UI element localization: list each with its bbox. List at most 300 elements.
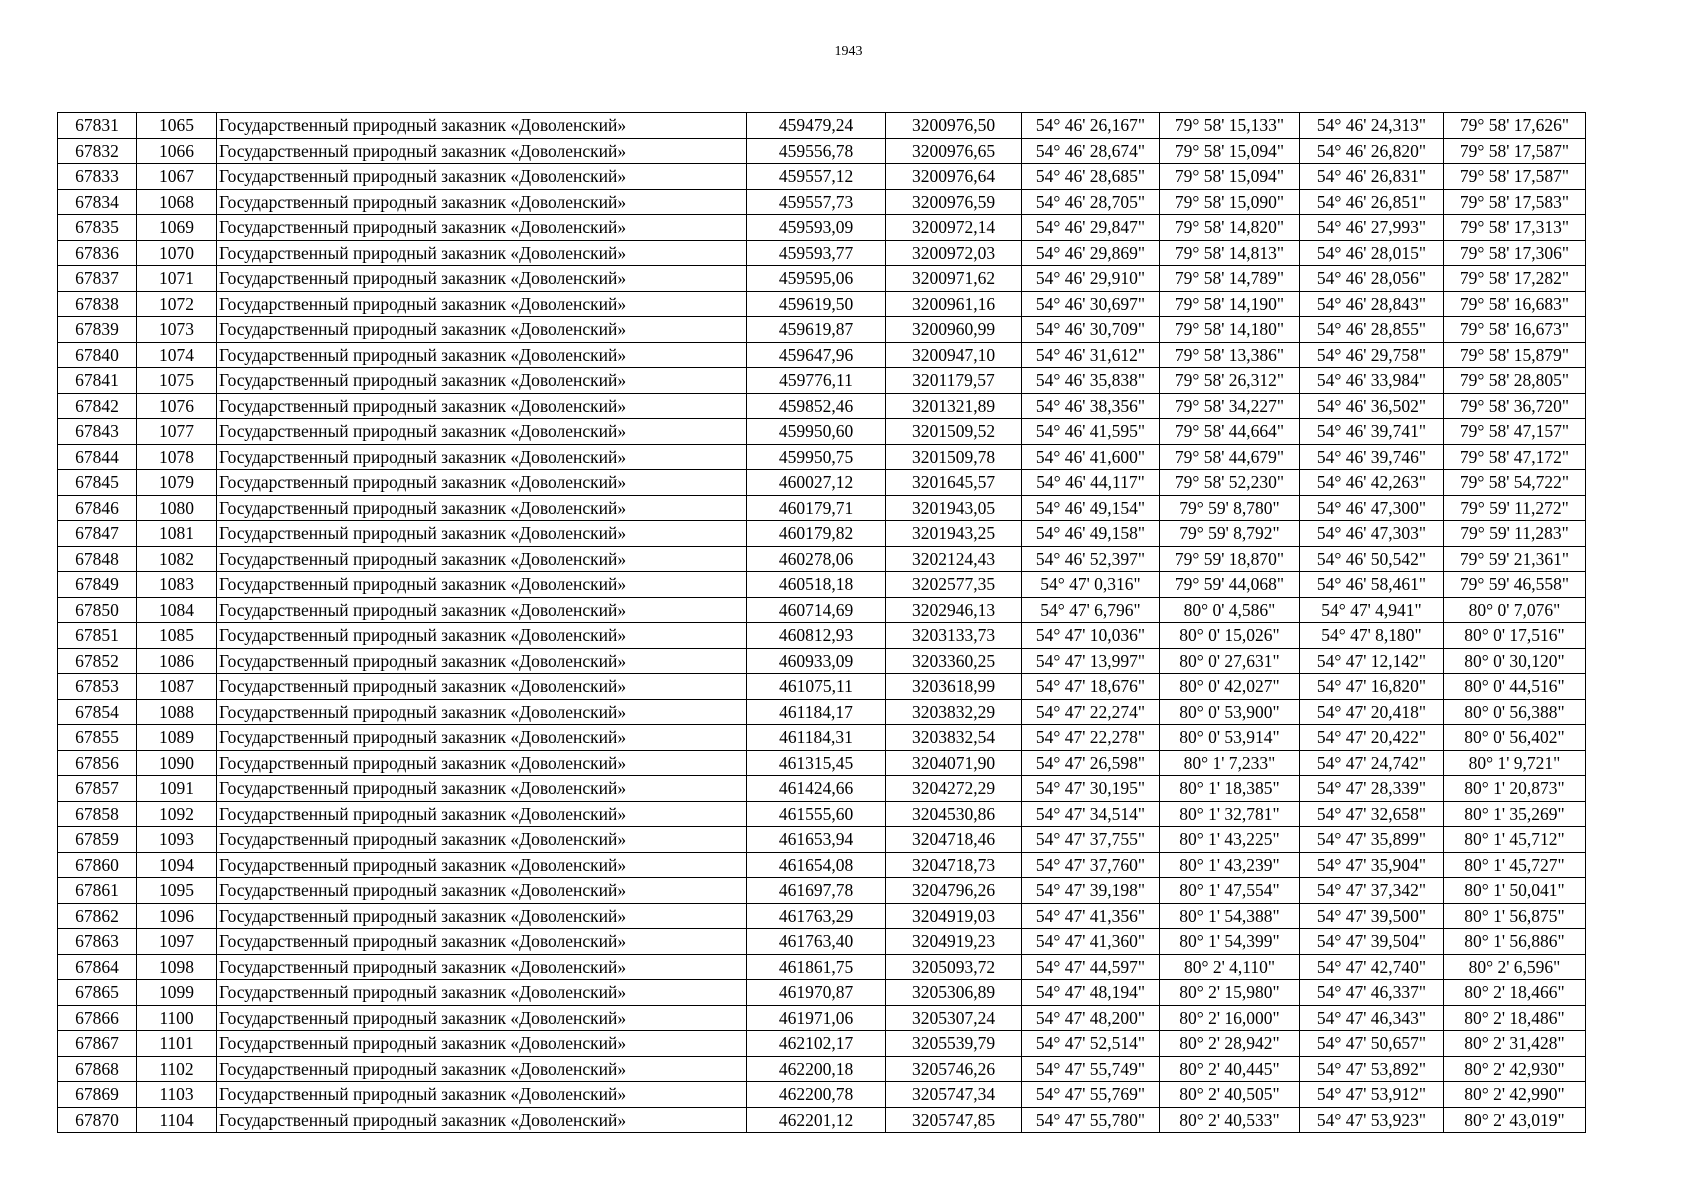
longitude-2-cell: 79° 58' 17,587" <box>1444 138 1586 164</box>
table-row <box>58 699 1586 725</box>
x-coordinate-cell: 462200,78 <box>747 1082 886 1108</box>
reserve-name-cell: Государственный природный заказник «Доволенский» <box>217 521 747 547</box>
longitude-cell: 80° 0' 53,914" <box>1160 725 1300 751</box>
point-number-cell: 1078 <box>137 444 217 470</box>
latitude-cell: 54° 47' 18,676" <box>1022 674 1160 700</box>
point-number-cell: 1071 <box>137 266 217 292</box>
y-coordinate-cell: 3201509,52 <box>886 419 1022 445</box>
latitude-cell: 54° 46' 31,612" <box>1022 342 1160 368</box>
x-coordinate-cell: 459852,46 <box>747 393 886 419</box>
longitude-2-cell: 79° 59' 11,272" <box>1444 495 1586 521</box>
latitude-2-cell: 54° 47' 39,500" <box>1300 903 1444 929</box>
latitude-2-cell: 54° 46' 27,993" <box>1300 215 1444 241</box>
row-id-cell: 67850 <box>58 597 137 623</box>
longitude-cell: 80° 1' 32,781" <box>1160 801 1300 827</box>
x-coordinate-cell: 461763,40 <box>747 929 886 955</box>
longitude-cell: 79° 58' 13,386" <box>1160 342 1300 368</box>
longitude-cell: 79° 58' 14,789" <box>1160 266 1300 292</box>
latitude-2-cell: 54° 47' 4,941" <box>1300 597 1444 623</box>
point-number-cell: 1089 <box>137 725 217 751</box>
table-row <box>58 189 1586 215</box>
row-id-cell: 67847 <box>58 521 137 547</box>
point-number-cell: 1077 <box>137 419 217 445</box>
longitude-cell: 80° 1' 54,388" <box>1160 903 1300 929</box>
row-id-cell: 67849 <box>58 572 137 598</box>
point-number-cell: 1070 <box>137 240 217 266</box>
longitude-cell: 79° 59' 44,068" <box>1160 572 1300 598</box>
latitude-cell: 54° 47' 39,198" <box>1022 878 1160 904</box>
latitude-2-cell: 54° 46' 24,313" <box>1300 113 1444 139</box>
latitude-cell: 54° 47' 22,278" <box>1022 725 1160 751</box>
x-coordinate-cell: 459619,50 <box>747 291 886 317</box>
y-coordinate-cell: 3201179,57 <box>886 368 1022 394</box>
x-coordinate-cell: 459619,87 <box>747 317 886 343</box>
latitude-2-cell: 54° 47' 35,899" <box>1300 827 1444 853</box>
longitude-cell: 80° 2' 15,980" <box>1160 980 1300 1006</box>
y-coordinate-cell: 3200947,10 <box>886 342 1022 368</box>
latitude-cell: 54° 47' 13,997" <box>1022 648 1160 674</box>
reserve-name-cell: Государственный природный заказник «Доволенский» <box>217 725 747 751</box>
row-id-cell: 67851 <box>58 623 137 649</box>
latitude-2-cell: 54° 46' 28,843" <box>1300 291 1444 317</box>
latitude-2-cell: 54° 47' 8,180" <box>1300 623 1444 649</box>
table-row <box>58 597 1586 623</box>
table-row <box>58 572 1586 598</box>
point-number-cell: 1098 <box>137 954 217 980</box>
x-coordinate-cell: 461075,11 <box>747 674 886 700</box>
table-row <box>58 1056 1586 1082</box>
x-coordinate-cell: 460812,93 <box>747 623 886 649</box>
x-coordinate-cell: 462102,17 <box>747 1031 886 1057</box>
table-row <box>58 1082 1586 1108</box>
latitude-cell: 54° 47' 34,514" <box>1022 801 1160 827</box>
longitude-cell: 80° 2' 4,110" <box>1160 954 1300 980</box>
y-coordinate-cell: 3200976,65 <box>886 138 1022 164</box>
x-coordinate-cell: 459776,11 <box>747 368 886 394</box>
x-coordinate-cell: 459595,06 <box>747 266 886 292</box>
point-number-cell: 1094 <box>137 852 217 878</box>
longitude-cell: 80° 2' 28,942" <box>1160 1031 1300 1057</box>
latitude-2-cell: 54° 47' 50,657" <box>1300 1031 1444 1057</box>
point-number-cell: 1068 <box>137 189 217 215</box>
latitude-2-cell: 54° 47' 39,504" <box>1300 929 1444 955</box>
longitude-2-cell: 79° 58' 54,722" <box>1444 470 1586 496</box>
longitude-2-cell: 79° 58' 17,306" <box>1444 240 1586 266</box>
x-coordinate-cell: 460027,12 <box>747 470 886 496</box>
x-coordinate-cell: 459479,24 <box>747 113 886 139</box>
reserve-name-cell: Государственный природный заказник «Доволенский» <box>217 419 747 445</box>
table-row <box>58 495 1586 521</box>
row-id-cell: 67861 <box>58 878 137 904</box>
reserve-name-cell: Государственный природный заказник «Доволенский» <box>217 878 747 904</box>
table-row <box>58 317 1586 343</box>
latitude-2-cell: 54° 47' 20,418" <box>1300 699 1444 725</box>
latitude-2-cell: 54° 47' 42,740" <box>1300 954 1444 980</box>
table-row <box>58 215 1586 241</box>
longitude-cell: 79° 58' 15,094" <box>1160 164 1300 190</box>
y-coordinate-cell: 3205747,85 <box>886 1107 1022 1133</box>
latitude-2-cell: 54° 47' 37,342" <box>1300 878 1444 904</box>
longitude-2-cell: 79° 58' 17,587" <box>1444 164 1586 190</box>
x-coordinate-cell: 461184,17 <box>747 699 886 725</box>
latitude-cell: 54° 46' 30,697" <box>1022 291 1160 317</box>
point-number-cell: 1069 <box>137 215 217 241</box>
y-coordinate-cell: 3202577,35 <box>886 572 1022 598</box>
longitude-2-cell: 80° 1' 45,727" <box>1444 852 1586 878</box>
reserve-name-cell: Государственный природный заказник «Доволенский» <box>217 317 747 343</box>
longitude-2-cell: 79° 58' 16,673" <box>1444 317 1586 343</box>
longitude-2-cell: 79° 58' 36,720" <box>1444 393 1586 419</box>
table-row <box>58 444 1586 470</box>
latitude-2-cell: 54° 46' 26,851" <box>1300 189 1444 215</box>
latitude-2-cell: 54° 46' 26,831" <box>1300 164 1444 190</box>
reserve-name-cell: Государственный природный заказник «Доволенский» <box>217 852 747 878</box>
table-row <box>58 266 1586 292</box>
longitude-2-cell: 79° 58' 17,282" <box>1444 266 1586 292</box>
reserve-name-cell: Государственный природный заказник «Доволенский» <box>217 1107 747 1133</box>
row-id-cell: 67866 <box>58 1005 137 1031</box>
reserve-name-cell: Государственный природный заказник «Доволенский» <box>217 342 747 368</box>
table-row <box>58 1005 1586 1031</box>
x-coordinate-cell: 461424,66 <box>747 776 886 802</box>
row-id-cell: 67865 <box>58 980 137 1006</box>
row-id-cell: 67844 <box>58 444 137 470</box>
y-coordinate-cell: 3200972,03 <box>886 240 1022 266</box>
latitude-cell: 54° 47' 30,195" <box>1022 776 1160 802</box>
y-coordinate-cell: 3202124,43 <box>886 546 1022 572</box>
longitude-cell: 80° 1' 43,225" <box>1160 827 1300 853</box>
y-coordinate-cell: 3205307,24 <box>886 1005 1022 1031</box>
latitude-2-cell: 54° 47' 46,343" <box>1300 1005 1444 1031</box>
x-coordinate-cell: 461315,45 <box>747 750 886 776</box>
row-id-cell: 67860 <box>58 852 137 878</box>
x-coordinate-cell: 461763,29 <box>747 903 886 929</box>
latitude-2-cell: 54° 46' 36,502" <box>1300 393 1444 419</box>
latitude-cell: 54° 47' 41,356" <box>1022 903 1160 929</box>
reserve-name-cell: Государственный природный заказник «Доволенский» <box>217 291 747 317</box>
reserve-name-cell: Государственный природный заказник «Доволенский» <box>217 1031 747 1057</box>
longitude-cell: 79° 58' 34,227" <box>1160 393 1300 419</box>
row-id-cell: 67839 <box>58 317 137 343</box>
longitude-2-cell: 80° 0' 30,120" <box>1444 648 1586 674</box>
longitude-cell: 79° 58' 15,133" <box>1160 113 1300 139</box>
x-coordinate-cell: 461971,06 <box>747 1005 886 1031</box>
y-coordinate-cell: 3204718,46 <box>886 827 1022 853</box>
longitude-cell: 79° 58' 44,679" <box>1160 444 1300 470</box>
longitude-cell: 79° 59' 8,792" <box>1160 521 1300 547</box>
longitude-2-cell: 79° 59' 11,283" <box>1444 521 1586 547</box>
table-row <box>58 801 1586 827</box>
row-id-cell: 67852 <box>58 648 137 674</box>
point-number-cell: 1075 <box>137 368 217 394</box>
point-number-cell: 1090 <box>137 750 217 776</box>
point-number-cell: 1088 <box>137 699 217 725</box>
latitude-cell: 54° 46' 41,595" <box>1022 419 1160 445</box>
y-coordinate-cell: 3205747,34 <box>886 1082 1022 1108</box>
longitude-2-cell: 79° 58' 16,683" <box>1444 291 1586 317</box>
table-row <box>58 113 1586 139</box>
longitude-cell: 79° 58' 14,190" <box>1160 291 1300 317</box>
row-id-cell: 67833 <box>58 164 137 190</box>
x-coordinate-cell: 459647,96 <box>747 342 886 368</box>
row-id-cell: 67834 <box>58 189 137 215</box>
latitude-2-cell: 54° 47' 32,658" <box>1300 801 1444 827</box>
latitude-2-cell: 54° 46' 58,461" <box>1300 572 1444 598</box>
point-number-cell: 1084 <box>137 597 217 623</box>
reserve-name-cell: Государственный природный заказник «Доволенский» <box>217 674 747 700</box>
row-id-cell: 67854 <box>58 699 137 725</box>
table-row <box>58 368 1586 394</box>
point-number-cell: 1104 <box>137 1107 217 1133</box>
latitude-2-cell: 54° 46' 47,303" <box>1300 521 1444 547</box>
latitude-cell: 54° 46' 28,705" <box>1022 189 1160 215</box>
latitude-2-cell: 54° 47' 53,912" <box>1300 1082 1444 1108</box>
latitude-cell: 54° 46' 29,910" <box>1022 266 1160 292</box>
longitude-cell: 79° 59' 18,870" <box>1160 546 1300 572</box>
point-number-cell: 1091 <box>137 776 217 802</box>
longitude-2-cell: 79° 58' 47,172" <box>1444 444 1586 470</box>
longitude-cell: 79° 58' 44,664" <box>1160 419 1300 445</box>
point-number-cell: 1095 <box>137 878 217 904</box>
table-row <box>58 750 1586 776</box>
reserve-name-cell: Государственный природный заказник «Доволенский» <box>217 750 747 776</box>
row-id-cell: 67868 <box>58 1056 137 1082</box>
x-coordinate-cell: 459593,09 <box>747 215 886 241</box>
row-id-cell: 67870 <box>58 1107 137 1133</box>
point-number-cell: 1097 <box>137 929 217 955</box>
reserve-name-cell: Государственный природный заказник «Доволенский» <box>217 801 747 827</box>
longitude-cell: 79° 58' 15,090" <box>1160 189 1300 215</box>
table-row <box>58 725 1586 751</box>
reserve-name-cell: Государственный природный заказник «Доволенский» <box>217 1005 747 1031</box>
latitude-2-cell: 54° 46' 28,015" <box>1300 240 1444 266</box>
longitude-cell: 79° 58' 26,312" <box>1160 368 1300 394</box>
point-number-cell: 1074 <box>137 342 217 368</box>
longitude-cell: 79° 58' 14,180" <box>1160 317 1300 343</box>
point-number-cell: 1083 <box>137 572 217 598</box>
row-id-cell: 67863 <box>58 929 137 955</box>
row-id-cell: 67858 <box>58 801 137 827</box>
longitude-2-cell: 80° 1' 50,041" <box>1444 878 1586 904</box>
point-number-cell: 1103 <box>137 1082 217 1108</box>
latitude-2-cell: 54° 46' 47,300" <box>1300 495 1444 521</box>
latitude-cell: 54° 47' 0,316" <box>1022 572 1160 598</box>
longitude-cell: 79° 58' 14,820" <box>1160 215 1300 241</box>
longitude-cell: 80° 2' 40,505" <box>1160 1082 1300 1108</box>
x-coordinate-cell: 461555,60 <box>747 801 886 827</box>
reserve-name-cell: Государственный природный заказник «Доволенский» <box>217 929 747 955</box>
row-id-cell: 67864 <box>58 954 137 980</box>
row-id-cell: 67859 <box>58 827 137 853</box>
longitude-cell: 80° 2' 40,445" <box>1160 1056 1300 1082</box>
x-coordinate-cell: 459593,77 <box>747 240 886 266</box>
y-coordinate-cell: 3204919,23 <box>886 929 1022 955</box>
latitude-2-cell: 54° 47' 16,820" <box>1300 674 1444 700</box>
y-coordinate-cell: 3204071,90 <box>886 750 1022 776</box>
longitude-2-cell: 79° 58' 17,583" <box>1444 189 1586 215</box>
latitude-2-cell: 54° 47' 12,142" <box>1300 648 1444 674</box>
latitude-cell: 54° 46' 52,397" <box>1022 546 1160 572</box>
y-coordinate-cell: 3204272,29 <box>886 776 1022 802</box>
longitude-cell: 79° 58' 15,094" <box>1160 138 1300 164</box>
longitude-2-cell: 80° 1' 20,873" <box>1444 776 1586 802</box>
row-id-cell: 67835 <box>58 215 137 241</box>
point-number-cell: 1072 <box>137 291 217 317</box>
latitude-cell: 54° 47' 48,200" <box>1022 1005 1160 1031</box>
y-coordinate-cell: 3204530,86 <box>886 801 1022 827</box>
x-coordinate-cell: 460714,69 <box>747 597 886 623</box>
reserve-name-cell: Государственный природный заказник «Доволенский» <box>217 444 747 470</box>
longitude-2-cell: 80° 2' 31,428" <box>1444 1031 1586 1057</box>
latitude-2-cell: 54° 47' 20,422" <box>1300 725 1444 751</box>
point-number-cell: 1087 <box>137 674 217 700</box>
point-number-cell: 1079 <box>137 470 217 496</box>
latitude-cell: 54° 46' 38,356" <box>1022 393 1160 419</box>
latitude-2-cell: 54° 47' 46,337" <box>1300 980 1444 1006</box>
y-coordinate-cell: 3201943,25 <box>886 521 1022 547</box>
point-number-cell: 1076 <box>137 393 217 419</box>
latitude-cell: 54° 47' 6,796" <box>1022 597 1160 623</box>
point-number-cell: 1086 <box>137 648 217 674</box>
y-coordinate-cell: 3200976,50 <box>886 113 1022 139</box>
y-coordinate-cell: 3205306,89 <box>886 980 1022 1006</box>
x-coordinate-cell: 459557,12 <box>747 164 886 190</box>
latitude-2-cell: 54° 47' 53,923" <box>1300 1107 1444 1133</box>
reserve-name-cell: Государственный природный заказник «Доволенский» <box>217 368 747 394</box>
y-coordinate-cell: 3203133,73 <box>886 623 1022 649</box>
row-id-cell: 67855 <box>58 725 137 751</box>
longitude-2-cell: 80° 2' 18,466" <box>1444 980 1586 1006</box>
latitude-cell: 54° 47' 55,749" <box>1022 1056 1160 1082</box>
latitude-cell: 54° 47' 22,274" <box>1022 699 1160 725</box>
point-number-cell: 1092 <box>137 801 217 827</box>
table-row <box>58 1107 1586 1133</box>
page-number: 1943 <box>834 44 863 59</box>
x-coordinate-cell: 460933,09 <box>747 648 886 674</box>
row-id-cell: 67848 <box>58 546 137 572</box>
point-number-cell: 1101 <box>137 1031 217 1057</box>
y-coordinate-cell: 3203618,99 <box>886 674 1022 700</box>
latitude-cell: 54° 47' 41,360" <box>1022 929 1160 955</box>
row-id-cell: 67840 <box>58 342 137 368</box>
latitude-cell: 54° 46' 26,167" <box>1022 113 1160 139</box>
latitude-2-cell: 54° 46' 39,746" <box>1300 444 1444 470</box>
longitude-2-cell: 79° 58' 47,157" <box>1444 419 1586 445</box>
longitude-2-cell: 79° 58' 28,805" <box>1444 368 1586 394</box>
y-coordinate-cell: 3200960,99 <box>886 317 1022 343</box>
longitude-2-cell: 80° 2' 43,019" <box>1444 1107 1586 1133</box>
latitude-2-cell: 54° 46' 42,263" <box>1300 470 1444 496</box>
table-row <box>58 164 1586 190</box>
coordinates-table-body <box>58 113 1586 1133</box>
table-row <box>58 929 1586 955</box>
longitude-cell: 80° 1' 18,385" <box>1160 776 1300 802</box>
latitude-cell: 54° 47' 48,194" <box>1022 980 1160 1006</box>
row-id-cell: 67862 <box>58 903 137 929</box>
latitude-cell: 54° 47' 44,597" <box>1022 954 1160 980</box>
y-coordinate-cell: 3202946,13 <box>886 597 1022 623</box>
longitude-2-cell: 80° 1' 35,269" <box>1444 801 1586 827</box>
row-id-cell: 67838 <box>58 291 137 317</box>
reserve-name-cell: Государственный природный заказник «Доволенский» <box>217 495 747 521</box>
longitude-2-cell: 80° 1' 56,875" <box>1444 903 1586 929</box>
x-coordinate-cell: 461184,31 <box>747 725 886 751</box>
x-coordinate-cell: 461653,94 <box>747 827 886 853</box>
latitude-cell: 54° 47' 55,780" <box>1022 1107 1160 1133</box>
longitude-cell: 80° 2' 40,533" <box>1160 1107 1300 1133</box>
longitude-2-cell: 80° 0' 44,516" <box>1444 674 1586 700</box>
latitude-cell: 54° 47' 10,036" <box>1022 623 1160 649</box>
longitude-cell: 80° 1' 54,399" <box>1160 929 1300 955</box>
point-number-cell: 1099 <box>137 980 217 1006</box>
reserve-name-cell: Государственный природный заказник «Доволенский» <box>217 546 747 572</box>
longitude-2-cell: 79° 58' 15,879" <box>1444 342 1586 368</box>
latitude-2-cell: 54° 47' 24,742" <box>1300 750 1444 776</box>
reserve-name-cell: Государственный природный заказник «Доволенский» <box>217 980 747 1006</box>
reserve-name-cell: Государственный природный заказник «Доволенский» <box>217 266 747 292</box>
latitude-cell: 54° 46' 28,685" <box>1022 164 1160 190</box>
reserve-name-cell: Государственный природный заказник «Доволенский» <box>217 113 747 139</box>
reserve-name-cell: Государственный природный заказник «Доволенский» <box>217 164 747 190</box>
y-coordinate-cell: 3201321,89 <box>886 393 1022 419</box>
longitude-2-cell: 79° 58' 17,313" <box>1444 215 1586 241</box>
row-id-cell: 67845 <box>58 470 137 496</box>
reserve-name-cell: Государственный природный заказник «Доволенский» <box>217 827 747 853</box>
reserve-name-cell: Государственный природный заказник «Доволенский» <box>217 903 747 929</box>
x-coordinate-cell: 459950,60 <box>747 419 886 445</box>
reserve-name-cell: Государственный природный заказник «Доволенский» <box>217 240 747 266</box>
longitude-2-cell: 80° 0' 7,076" <box>1444 597 1586 623</box>
row-id-cell: 67836 <box>58 240 137 266</box>
row-id-cell: 67841 <box>58 368 137 394</box>
row-id-cell: 67842 <box>58 393 137 419</box>
row-id-cell: 67856 <box>58 750 137 776</box>
latitude-2-cell: 54° 46' 33,984" <box>1300 368 1444 394</box>
table-row <box>58 1031 1586 1057</box>
x-coordinate-cell: 460179,71 <box>747 495 886 521</box>
longitude-cell: 79° 58' 52,230" <box>1160 470 1300 496</box>
longitude-cell: 80° 0' 15,026" <box>1160 623 1300 649</box>
y-coordinate-cell: 3203360,25 <box>886 648 1022 674</box>
latitude-2-cell: 54° 47' 35,904" <box>1300 852 1444 878</box>
x-coordinate-cell: 460278,06 <box>747 546 886 572</box>
longitude-2-cell: 80° 1' 56,886" <box>1444 929 1586 955</box>
y-coordinate-cell: 3200976,64 <box>886 164 1022 190</box>
row-id-cell: 67869 <box>58 1082 137 1108</box>
row-id-cell: 67853 <box>58 674 137 700</box>
latitude-cell: 54° 47' 55,769" <box>1022 1082 1160 1108</box>
table-row <box>58 903 1586 929</box>
longitude-cell: 80° 0' 42,027" <box>1160 674 1300 700</box>
table-row <box>58 776 1586 802</box>
reserve-name-cell: Государственный природный заказник «Доволенский» <box>217 1056 747 1082</box>
reserve-name-cell: Государственный природный заказник «Доволенский» <box>217 572 747 598</box>
x-coordinate-cell: 461861,75 <box>747 954 886 980</box>
point-number-cell: 1082 <box>137 546 217 572</box>
latitude-cell: 54° 46' 49,154" <box>1022 495 1160 521</box>
x-coordinate-cell: 461697,78 <box>747 878 886 904</box>
reserve-name-cell: Государственный природный заказник «Доволенский» <box>217 215 747 241</box>
point-number-cell: 1073 <box>137 317 217 343</box>
reserve-name-cell: Государственный природный заказник «Доволенский» <box>217 189 747 215</box>
row-id-cell: 67867 <box>58 1031 137 1057</box>
row-id-cell: 67857 <box>58 776 137 802</box>
latitude-cell: 54° 47' 37,755" <box>1022 827 1160 853</box>
longitude-cell: 80° 2' 16,000" <box>1160 1005 1300 1031</box>
point-number-cell: 1085 <box>137 623 217 649</box>
point-number-cell: 1065 <box>137 113 217 139</box>
reserve-name-cell: Государственный природный заказник «Доволенский» <box>217 597 747 623</box>
